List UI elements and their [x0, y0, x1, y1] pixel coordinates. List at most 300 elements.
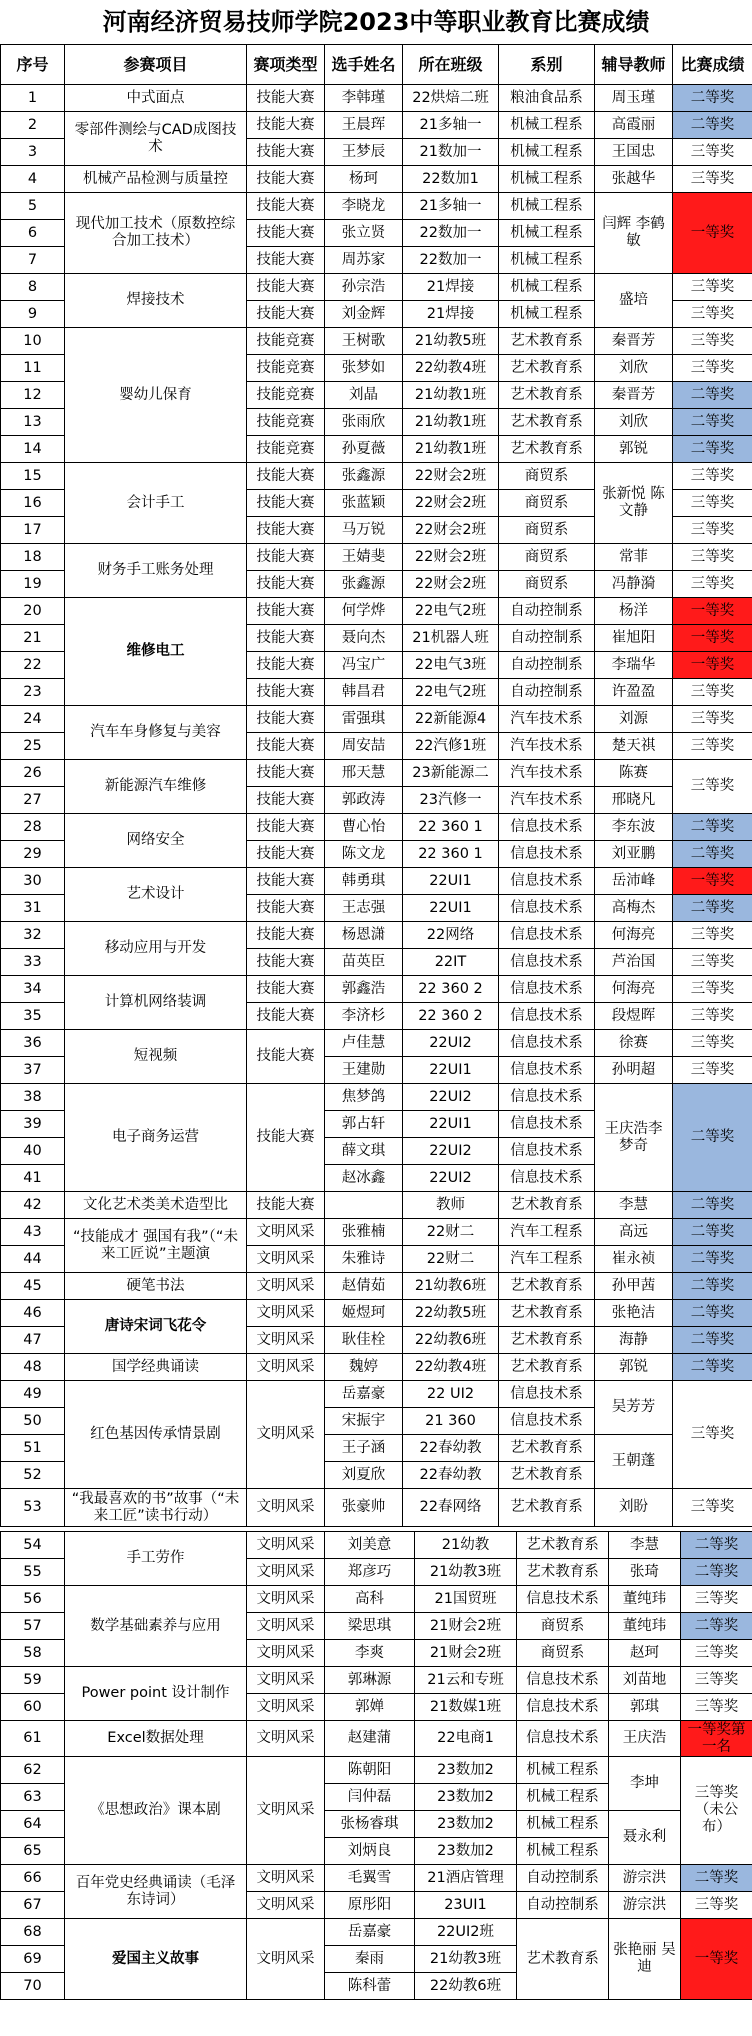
dept-cell: 机械工程系 — [517, 1811, 609, 1838]
class-cell: 21数媒1班 — [415, 1694, 517, 1721]
contestant-name: 王建勋 — [325, 1057, 403, 1084]
dept-cell: 商贸系 — [517, 1640, 609, 1667]
dept-cell: 艺术教育系 — [499, 328, 595, 355]
type-cell: 技能大赛 — [247, 841, 325, 868]
table-row — [1, 598, 752, 625]
contestant-name: 陈科蕾 — [325, 1973, 415, 2000]
dept-cell: 商贸系 — [517, 1613, 609, 1640]
type-cell: 文明风采 — [247, 1667, 325, 1694]
class-cell: 22财二 — [403, 1219, 499, 1246]
row-number: 10 — [1, 328, 65, 355]
result-cell: 一等奖 — [673, 868, 752, 895]
class-cell: 21幼教3班 — [415, 1559, 517, 1586]
dept-cell: 汽车技术系 — [499, 733, 595, 760]
row-number: 14 — [1, 436, 65, 463]
teacher-cell: 杨洋 — [595, 598, 673, 625]
project-cell: 会计手工 — [65, 463, 247, 544]
teacher-cell: 聂永利 — [609, 1811, 681, 1865]
class-cell: 21焊接 — [403, 301, 499, 328]
class-cell: 22财二 — [403, 1246, 499, 1273]
row-number: 65 — [1, 1838, 65, 1865]
teacher-cell: 郭锐 — [595, 436, 673, 463]
project-cell: “技能成才 强国有我”（“未来工匠说”主题演 — [65, 1219, 247, 1273]
row-number: 51 — [1, 1435, 65, 1462]
dept-cell: 汽车技术系 — [499, 706, 595, 733]
contestant-name: 郭鑫浩 — [325, 976, 403, 1003]
class-cell: 22财会2班 — [403, 571, 499, 598]
project-cell: 《思想政治》课本剧 — [65, 1757, 247, 1865]
row-number: 29 — [1, 841, 65, 868]
dept-cell: 商贸系 — [499, 517, 595, 544]
row-number: 16 — [1, 490, 65, 517]
contestant-name: 刘炳良 — [325, 1838, 415, 1865]
teacher-cell: 刘盼 — [595, 1489, 673, 1527]
dept-cell: 艺术教育系 — [499, 1435, 595, 1462]
class-cell: 22UI1 — [403, 1057, 499, 1084]
dept-cell: 商贸系 — [499, 544, 595, 571]
row-number: 62 — [1, 1757, 65, 1784]
dept-cell: 信息技术系 — [499, 868, 595, 895]
contestant-name: 张鑫源 — [325, 571, 403, 598]
row-number: 69 — [1, 1946, 65, 1973]
class-cell: 22幼教5班 — [403, 1300, 499, 1327]
project-cell: 数学基础素养与应用 — [65, 1586, 247, 1667]
contestant-name: 李济杉 — [325, 1003, 403, 1030]
class-cell: 22财会2班 — [403, 490, 499, 517]
class-cell: 22幼教6班 — [403, 1327, 499, 1354]
header-teacher: 辅导教师 — [595, 45, 673, 85]
type-cell: 技能大赛 — [247, 787, 325, 814]
result-cell: 三等奖 — [673, 733, 752, 760]
type-cell: 文明风采 — [247, 1559, 325, 1586]
contestant-name: 孙夏薇 — [325, 436, 403, 463]
class-cell: 22 360 2 — [403, 1003, 499, 1030]
project-cell: 维修电工 — [65, 598, 247, 706]
row-number: 55 — [1, 1559, 65, 1586]
header-no: 序号 — [1, 45, 65, 85]
teacher-cell: 王庆浩李梦奇 — [595, 1084, 673, 1192]
dept-cell: 信息技术系 — [499, 1003, 595, 1030]
class-cell: 22烘焙二班 — [403, 85, 499, 112]
contestant-name: 王志强 — [325, 895, 403, 922]
class-cell: 22网络 — [403, 922, 499, 949]
result-cell: 二等奖 — [673, 1327, 752, 1354]
type-cell: 技能大赛 — [247, 625, 325, 652]
project-cell: 红色基因传承情景剧 — [65, 1381, 247, 1489]
teacher-cell: 盛培 — [595, 274, 673, 328]
row-number: 57 — [1, 1613, 65, 1640]
row-number: 8 — [1, 274, 65, 301]
contestant-name: 李爽 — [325, 1640, 415, 1667]
project-cell: “我最喜欢的书”故事（“未来工匠”读书行动） — [65, 1489, 247, 1527]
row-number: 18 — [1, 544, 65, 571]
teacher-cell: 高霞丽 — [595, 112, 673, 139]
contestant-name: 周安喆 — [325, 733, 403, 760]
teacher-cell: 海静 — [595, 1327, 673, 1354]
row-number: 21 — [1, 625, 65, 652]
teacher-cell: 邢晓凡 — [595, 787, 673, 814]
row-number: 6 — [1, 220, 65, 247]
teacher-cell: 徐赛 — [595, 1030, 673, 1057]
type-cell: 文明风采 — [247, 1757, 325, 1865]
teacher-cell: 李慧 — [595, 1192, 673, 1219]
type-cell: 技能大赛 — [247, 814, 325, 841]
table-row — [1, 1192, 752, 1219]
result-cell: 二等奖 — [681, 1865, 752, 1892]
dept-cell: 机械工程系 — [499, 274, 595, 301]
teacher-cell: 段煜晖 — [595, 1003, 673, 1030]
contestant-name: 薛文琪 — [325, 1138, 403, 1165]
row-number: 41 — [1, 1165, 65, 1192]
result-cell: 三等奖 — [673, 166, 752, 193]
dept-cell: 艺术教育系 — [499, 355, 595, 382]
type-cell: 技能竞赛 — [247, 355, 325, 382]
dept-cell: 艺术教育系 — [499, 1192, 595, 1219]
teacher-cell: 李慧 — [609, 1532, 681, 1559]
class-cell: 23数加2 — [415, 1811, 517, 1838]
dept-cell: 艺术教育系 — [517, 1532, 609, 1559]
class-cell: 22幼教4班 — [403, 355, 499, 382]
teacher-cell: 冯静漪 — [595, 571, 673, 598]
teacher-cell: 孙甲茜 — [595, 1273, 673, 1300]
contestant-name: 卢佳慧 — [325, 1030, 403, 1057]
type-cell: 技能大赛 — [247, 193, 325, 220]
result-cell: 三等奖 — [673, 760, 752, 814]
dept-cell: 信息技术系 — [499, 1030, 595, 1057]
table-row — [1, 706, 752, 733]
dept-cell: 艺术教育系 — [499, 1327, 595, 1354]
class-cell: 22电气2班 — [403, 679, 499, 706]
contestant-name: 高科 — [325, 1586, 415, 1613]
project-cell: 短视频 — [65, 1030, 247, 1084]
class-cell: 22春网络 — [403, 1489, 499, 1527]
project-cell: 计算机网络装调 — [65, 976, 247, 1030]
table-row — [1, 922, 752, 949]
class-cell: 22 360 2 — [403, 976, 499, 1003]
contestant-name: 马万锐 — [325, 517, 403, 544]
type-cell: 技能竞赛 — [247, 409, 325, 436]
row-number: 58 — [1, 1640, 65, 1667]
dept-cell: 自动控制系 — [517, 1865, 609, 1892]
class-cell: 22 360 1 — [403, 814, 499, 841]
contestant-name: 邢天慧 — [325, 760, 403, 787]
table-row — [1, 1865, 752, 1892]
row-number: 11 — [1, 355, 65, 382]
project-cell: 百年党史经典诵读（毛泽东诗词） — [65, 1865, 247, 1919]
result-cell: 三等奖 — [673, 679, 752, 706]
dept-cell: 艺术教育系 — [499, 1273, 595, 1300]
table-row — [1, 85, 752, 112]
row-number: 47 — [1, 1327, 65, 1354]
type-cell: 技能大赛 — [247, 463, 325, 490]
type-cell: 技能大赛 — [247, 1084, 325, 1192]
row-number: 68 — [1, 1919, 65, 1946]
contestant-name: 韩勇琪 — [325, 868, 403, 895]
type-cell: 技能大赛 — [247, 868, 325, 895]
class-cell: 21机器人班 — [403, 625, 499, 652]
table-row — [1, 274, 752, 301]
row-number: 36 — [1, 1030, 65, 1057]
dept-cell: 信息技术系 — [499, 1381, 595, 1408]
class-cell: 21多轴一 — [403, 112, 499, 139]
class-cell: 21焊接 — [403, 274, 499, 301]
contestant-name: 梁思琪 — [325, 1613, 415, 1640]
dept-cell: 商贸系 — [499, 490, 595, 517]
project-cell: 焊接技术 — [65, 274, 247, 328]
result-cell: 二等奖 — [673, 382, 752, 409]
type-cell: 技能大赛 — [247, 652, 325, 679]
teacher-cell: 吴芳芳 — [595, 1381, 673, 1435]
dept-cell: 机械工程系 — [499, 193, 595, 220]
row-number: 25 — [1, 733, 65, 760]
type-cell: 技能大赛 — [247, 949, 325, 976]
class-cell: 23数加2 — [415, 1757, 517, 1784]
result-cell: 三等奖 — [673, 1003, 752, 1030]
contestant-name: 焦梦鸽 — [325, 1084, 403, 1111]
results-table-continued — [0, 1531, 752, 2000]
result-cell: 三等奖 — [673, 1381, 752, 1489]
header-class: 所在班级 — [403, 45, 499, 85]
teacher-cell: 崔永祯 — [595, 1246, 673, 1273]
type-cell: 技能大赛 — [247, 571, 325, 598]
class-cell: 22数加一 — [403, 220, 499, 247]
row-number: 30 — [1, 868, 65, 895]
table-row — [1, 1586, 752, 1613]
class-cell: 22UI1 — [403, 895, 499, 922]
dept-cell: 信息技术系 — [499, 922, 595, 949]
teacher-cell: 高远 — [595, 1219, 673, 1246]
dept-cell: 自动控制系 — [499, 679, 595, 706]
project-cell: 网络安全 — [65, 814, 247, 868]
teacher-cell: 王国忠 — [595, 139, 673, 166]
teacher-cell: 张艳丽 吴迪 — [609, 1919, 681, 2000]
class-cell: 22UI1 — [403, 1111, 499, 1138]
dept-cell: 信息技术系 — [499, 1111, 595, 1138]
row-number: 42 — [1, 1192, 65, 1219]
type-cell: 文明风采 — [247, 1273, 325, 1300]
dept-cell: 信息技术系 — [499, 1165, 595, 1192]
row-number: 43 — [1, 1219, 65, 1246]
contestant-name: 姬煜珂 — [325, 1300, 403, 1327]
table-row — [1, 1721, 752, 1757]
row-number: 2 — [1, 112, 65, 139]
teacher-cell: 郭锐 — [595, 1354, 673, 1381]
project-cell: 现代加工技术（原数控综合加工技术） — [65, 193, 247, 274]
project-cell: 国学经典诵读 — [65, 1354, 247, 1381]
class-cell: 22 UI2 — [403, 1381, 499, 1408]
result-cell: 一等奖第一名 — [681, 1721, 752, 1757]
contestant-name: 陈朝阳 — [325, 1757, 415, 1784]
type-cell: 技能大赛 — [247, 85, 325, 112]
contestant-name: 王梦辰 — [325, 139, 403, 166]
class-cell: 21云和专班 — [415, 1667, 517, 1694]
result-cell: 三等奖 — [681, 1694, 752, 1721]
contestant-name: 王婧斐 — [325, 544, 403, 571]
table-row — [1, 1489, 752, 1527]
table-row — [1, 1667, 752, 1694]
result-cell: 二等奖 — [673, 1300, 752, 1327]
class-cell: 22电气3班 — [403, 652, 499, 679]
table-row — [1, 1273, 752, 1300]
row-number: 45 — [1, 1273, 65, 1300]
row-number: 24 — [1, 706, 65, 733]
dept-cell: 机械工程系 — [499, 301, 595, 328]
dept-cell: 自动控制系 — [499, 625, 595, 652]
result-cell: 三等奖 — [673, 517, 752, 544]
row-number: 26 — [1, 760, 65, 787]
class-cell: 22春幼教 — [403, 1435, 499, 1462]
contestant-name: 郑彦巧 — [325, 1559, 415, 1586]
class-cell: 21幼教5班 — [403, 328, 499, 355]
teacher-cell: 周玉瑾 — [595, 85, 673, 112]
table-row — [1, 1219, 752, 1246]
type-cell: 技能大赛 — [247, 733, 325, 760]
teacher-cell: 刘苗地 — [609, 1667, 681, 1694]
dept-cell: 机械工程系 — [499, 112, 595, 139]
header-result: 比赛成绩 — [673, 45, 752, 85]
teacher-cell: 游宗洪 — [609, 1865, 681, 1892]
type-cell: 技能大赛 — [247, 517, 325, 544]
dept-cell: 艺术教育系 — [499, 1489, 595, 1527]
teacher-cell: 何海亮 — [595, 922, 673, 949]
type-cell: 文明风采 — [247, 1489, 325, 1527]
table-row — [1, 1757, 752, 1784]
dept-cell: 信息技术系 — [499, 1408, 595, 1435]
dept-cell: 信息技术系 — [499, 1057, 595, 1084]
result-cell: 二等奖 — [673, 1084, 752, 1192]
project-cell: 移动应用与开发 — [65, 922, 247, 976]
result-cell: 二等奖 — [681, 1532, 752, 1559]
contestant-name: 张豪帅 — [325, 1489, 403, 1527]
contestant-name: 郭婵 — [325, 1694, 415, 1721]
header-project: 参赛项目 — [65, 45, 247, 85]
dept-cell: 商贸系 — [499, 571, 595, 598]
class-cell: 22财会2班 — [403, 463, 499, 490]
project-cell: Power point 设计制作 — [65, 1667, 247, 1721]
result-cell: 三等奖（未公布） — [681, 1757, 752, 1865]
dept-cell: 粮油食品系 — [499, 85, 595, 112]
contestant-name: 宋振宇 — [325, 1408, 403, 1435]
result-cell: 三等奖 — [673, 544, 752, 571]
class-cell: 21酒店管理 — [415, 1865, 517, 1892]
result-cell: 二等奖 — [673, 1192, 752, 1219]
teacher-cell: 李坤 — [609, 1757, 681, 1811]
teacher-cell: 王庆浩 — [609, 1721, 681, 1757]
class-cell: 21 360 — [403, 1408, 499, 1435]
teacher-cell: 芦治国 — [595, 949, 673, 976]
type-cell: 文明风采 — [247, 1381, 325, 1489]
result-cell: 二等奖 — [681, 1613, 752, 1640]
type-cell: 技能大赛 — [247, 1030, 325, 1084]
row-number: 17 — [1, 517, 65, 544]
row-number: 48 — [1, 1354, 65, 1381]
table-row — [1, 760, 752, 787]
project-cell: 汽车车身修复与美容 — [65, 706, 247, 760]
contestant-name: 刘夏欣 — [325, 1462, 403, 1489]
teacher-cell: 楚天祺 — [595, 733, 673, 760]
teacher-cell: 刘源 — [595, 706, 673, 733]
dept-cell: 信息技术系 — [517, 1694, 609, 1721]
type-cell: 文明风采 — [247, 1354, 325, 1381]
result-cell: 二等奖 — [673, 1354, 752, 1381]
teacher-cell: 岳沛峰 — [595, 868, 673, 895]
result-cell: 三等奖 — [673, 328, 752, 355]
result-cell: 三等奖 — [673, 706, 752, 733]
table-row — [1, 112, 752, 139]
row-number: 56 — [1, 1586, 65, 1613]
class-cell: 21财会2班 — [415, 1640, 517, 1667]
contestant-name: 雷强琪 — [325, 706, 403, 733]
dept-cell: 机械工程系 — [517, 1838, 609, 1865]
teacher-cell: 游宗洪 — [609, 1892, 681, 1919]
result-cell: 三等奖 — [673, 976, 752, 1003]
project-cell: 零部件测绘与CAD成图技术 — [65, 112, 247, 166]
type-cell: 技能大赛 — [247, 166, 325, 193]
type-cell: 技能大赛 — [247, 544, 325, 571]
table-row — [1, 1919, 752, 1946]
dept-cell: 机械工程系 — [517, 1757, 609, 1784]
contestant-name: 秦雨 — [325, 1946, 415, 1973]
result-cell: 三等奖 — [673, 490, 752, 517]
table-row — [1, 193, 752, 220]
type-cell: 技能大赛 — [247, 760, 325, 787]
row-number: 61 — [1, 1721, 65, 1757]
class-cell: 21多轴一 — [403, 193, 499, 220]
teacher-cell: 崔旭阳 — [595, 625, 673, 652]
table-row — [1, 1381, 752, 1408]
class-cell: 21幼教1班 — [403, 382, 499, 409]
table-row — [1, 544, 752, 571]
result-cell: 三等奖 — [673, 139, 752, 166]
result-cell: 三等奖 — [673, 1057, 752, 1084]
contestant-name: 王树歌 — [325, 328, 403, 355]
contestant-name: 魏婷 — [325, 1354, 403, 1381]
row-number: 19 — [1, 571, 65, 598]
class-cell: 22汽修1班 — [403, 733, 499, 760]
class-cell: 22财会2班 — [403, 517, 499, 544]
table-row — [1, 328, 752, 355]
dept-cell: 艺术教育系 — [517, 1559, 609, 1586]
type-cell: 文明风采 — [247, 1219, 325, 1246]
teacher-cell: 李东波 — [595, 814, 673, 841]
class-cell: 22IT — [403, 949, 499, 976]
result-cell: 一等奖 — [673, 625, 752, 652]
row-number: 52 — [1, 1462, 65, 1489]
contestant-name: 郭政涛 — [325, 787, 403, 814]
teacher-cell: 李瑞华 — [595, 652, 673, 679]
row-number: 31 — [1, 895, 65, 922]
type-cell: 技能大赛 — [247, 247, 325, 274]
class-cell: 21财会2班 — [415, 1613, 517, 1640]
row-number: 38 — [1, 1084, 65, 1111]
result-cell: 三等奖 — [673, 922, 752, 949]
dept-cell: 自动控制系 — [499, 652, 595, 679]
class-cell: 教师 — [403, 1192, 499, 1219]
result-cell: 二等奖 — [673, 1273, 752, 1300]
result-cell: 一等奖 — [673, 598, 752, 625]
class-cell: 21国贸班 — [415, 1586, 517, 1613]
result-cell: 二等奖 — [673, 895, 752, 922]
result-cell: 二等奖 — [673, 814, 752, 841]
type-cell: 技能竞赛 — [247, 382, 325, 409]
class-cell: 22 360 1 — [403, 841, 499, 868]
type-cell: 技能大赛 — [247, 1192, 325, 1219]
teacher-cell: 张琦 — [609, 1559, 681, 1586]
class-cell: 23数加2 — [415, 1838, 517, 1865]
class-cell: 22UI1 — [403, 868, 499, 895]
teacher-cell: 孙明超 — [595, 1057, 673, 1084]
contestant-name: 张蓝颖 — [325, 490, 403, 517]
